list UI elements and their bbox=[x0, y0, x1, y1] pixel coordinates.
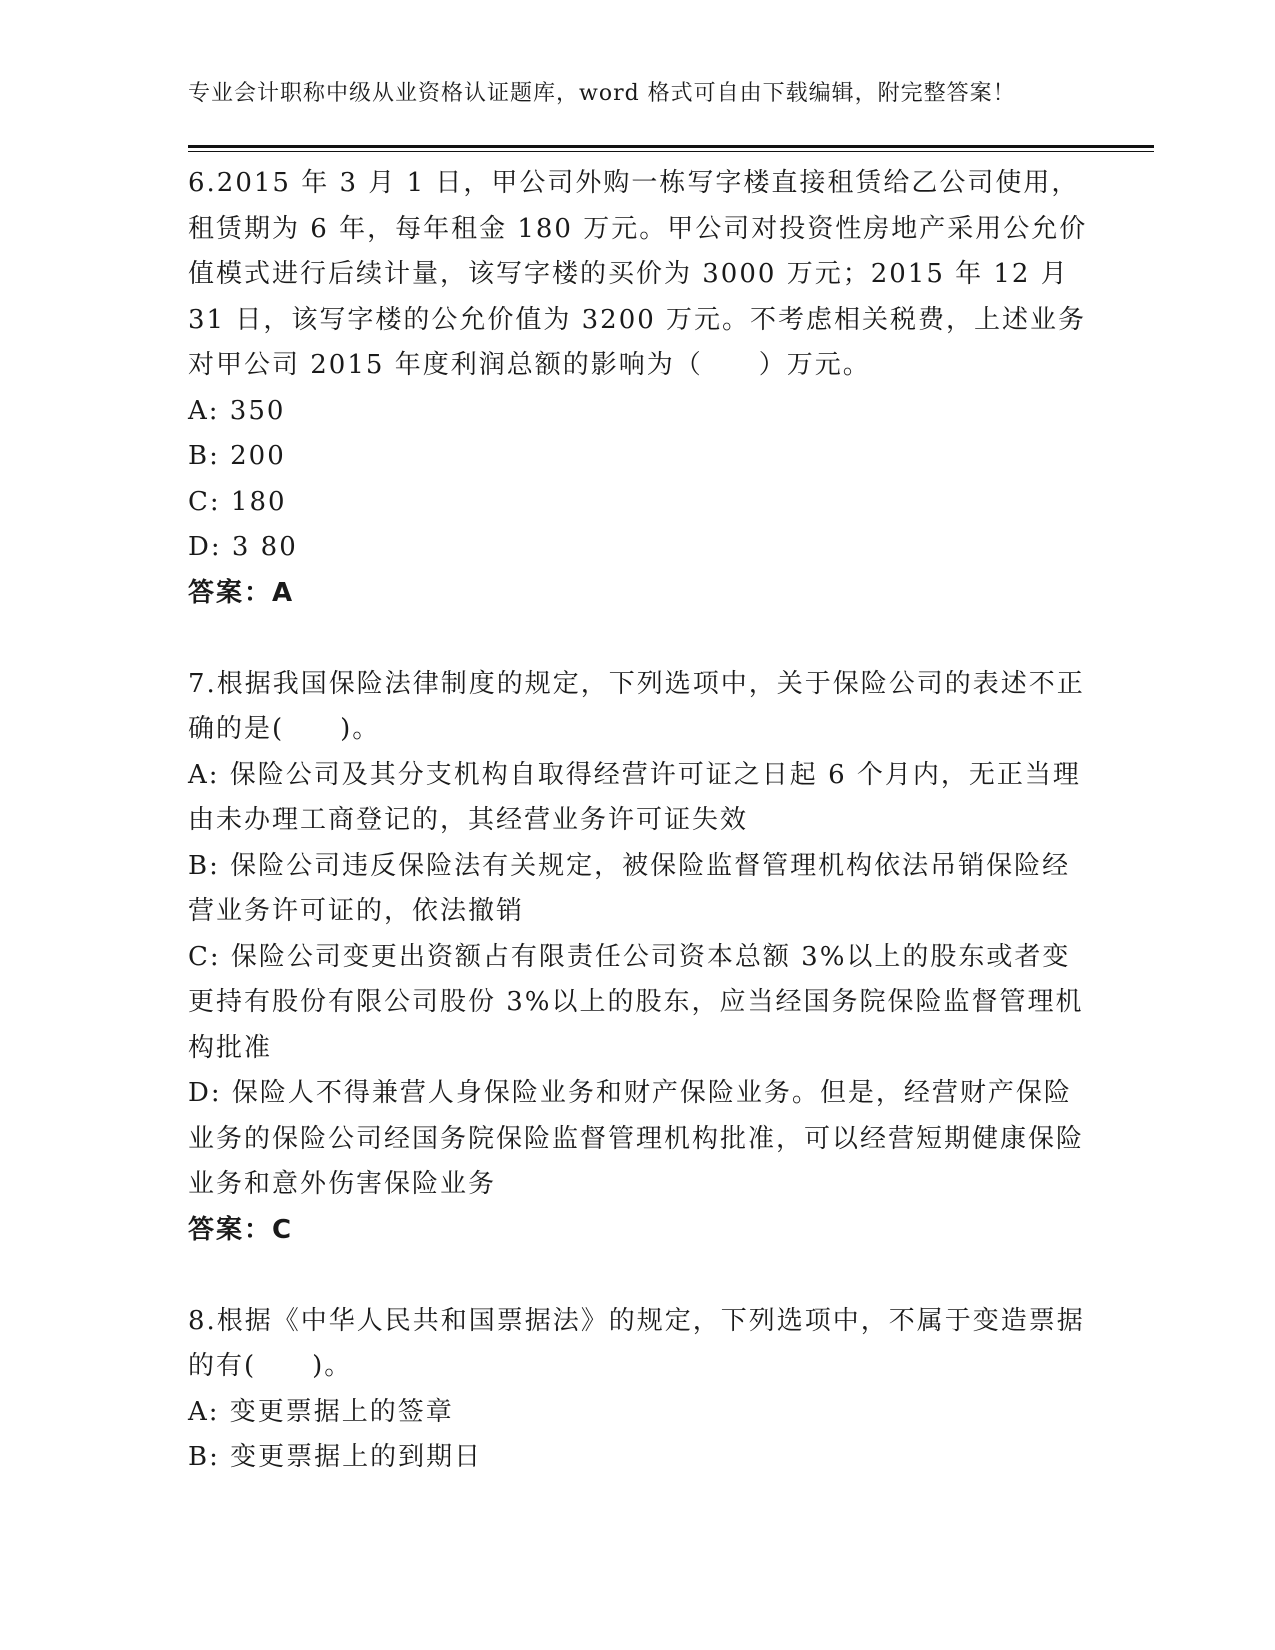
option-a: A: 变更票据上的签章 bbox=[188, 1396, 454, 1427]
option-b: B: 保险公司违反保险法有关规定，被保险监督管理机构依法吊销保险经营业务许可证的，依法撤销 bbox=[188, 850, 1071, 926]
option-c: C: 180 bbox=[188, 486, 287, 517]
question-list bbox=[188, 161, 1088, 1481]
option-d: D: 保险人不得兼营人身保险业务和财产保险业务。但是，经营财产保险业务的保险公司经国务院保险监督管理机构批准，可以经营短期健康保险业务和意外伤害保险业务 bbox=[188, 1078, 1085, 1199]
option-a: A: 保险公司及其分支机构自取得经营许可证之日起 6 个月内，无正当理由未办理工商登记的，其经营业务许可证失效 bbox=[188, 759, 1081, 835]
question-spacer bbox=[188, 616, 1088, 662]
page-header: 专业会计职称中级从业资格认证题库，word 格式可自由下载编辑，附完整答案！ bbox=[188, 81, 1016, 106]
question-spacer bbox=[188, 1253, 1088, 1299]
header-rule-thin bbox=[188, 151, 1154, 152]
question-stem: 8.根据《中华人民共和国票据法》的规定，下列选项中，不属于变造票据的有( )。 bbox=[188, 1305, 1085, 1381]
option-c: C: 保险公司变更出资额占有限责任公司资本总额 3%以上的股东或者变更持有股份有限公司股份 3%以上的股东，应当经国务院保险监督管理机构批准 bbox=[188, 941, 1084, 1063]
question-8 bbox=[188, 1299, 1088, 1481]
question-stem: 6.2015 年 3 月 1 日，甲公司外购一栋写字楼直接租赁给乙公司使用，租赁期为 6 年，每年租金 180 万元。甲公司对投资性房地产采用公允价值模式进行后续计量，该写字楼的买价为 3000 万元；2015 年 12 月 31 日，该写字楼的公允价值为 3200 万元。不考虑相关税费，上述业务对甲公司 2015 年度利润总额的影响为（ ）万元。 bbox=[188, 168, 1088, 380]
option-a: A: 350 bbox=[188, 395, 286, 426]
question-stem: 7.根据我国保险法律制度的规定，下列选项中，关于保险公司的表述不正确的是( )。 bbox=[188, 668, 1085, 744]
header-rule-thick bbox=[188, 145, 1154, 148]
option-d: D: 3 80 bbox=[188, 532, 298, 562]
option-b: B: 200 bbox=[188, 441, 286, 471]
option-b: B: 变更票据上的到期日 bbox=[188, 1442, 483, 1472]
answer: 答案：C bbox=[188, 1214, 294, 1245]
answer: 答案：A bbox=[188, 577, 295, 608]
question-7 bbox=[188, 662, 1088, 1254]
question-6 bbox=[188, 161, 1088, 616]
